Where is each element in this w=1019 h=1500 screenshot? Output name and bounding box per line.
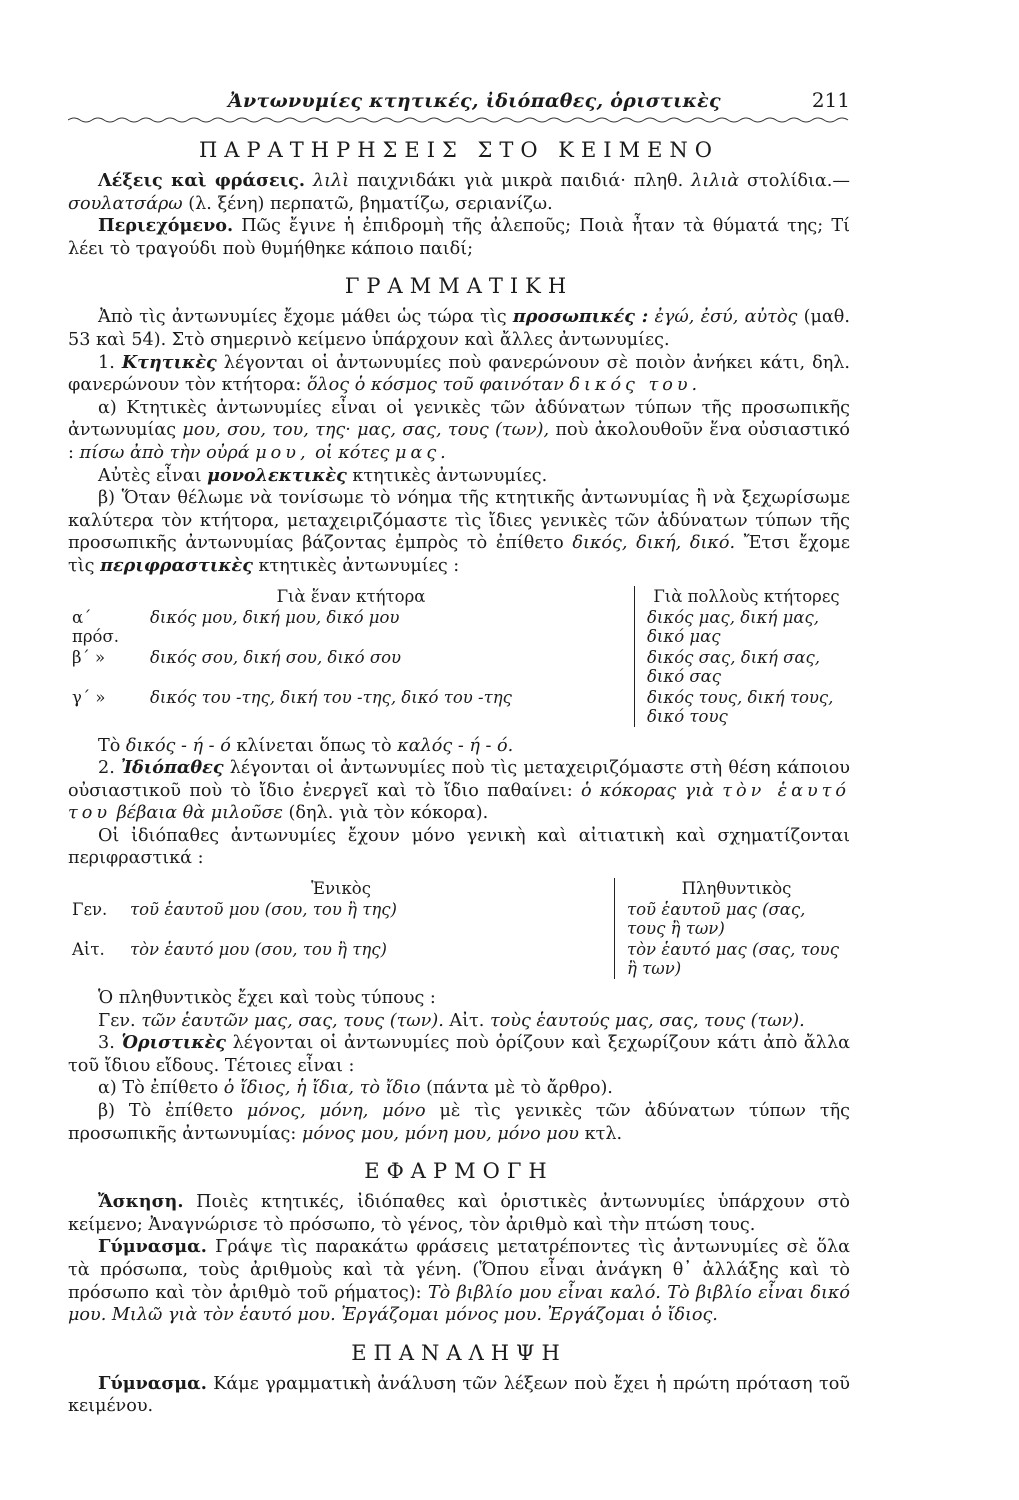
words-phrases-label: Λέξεις καὶ φράσεις. (98, 170, 306, 191)
col-head-many-owners: Γιὰ πολλοὺς κτήτορες (653, 586, 840, 606)
row-plural: δικός τους, δική τους, δικό τους (647, 687, 834, 726)
reflexive-gloss: (δηλ. γιὰ τὸν κόκορα). (282, 803, 489, 824)
row-case: Γεν. (72, 900, 108, 920)
reflexive-definition (68, 757, 850, 825)
declension-word: δικός - ή - ό (125, 735, 231, 756)
possessive-definition (68, 352, 850, 397)
item-number: 1. (98, 352, 122, 373)
definitive-b-forms: μόνος, μόνη, μόνο (246, 1101, 426, 1122)
single-word-note (68, 465, 850, 488)
heading-application: ΕΦΑΡΜΟΓΗ (364, 1159, 554, 1184)
declension-note (68, 735, 850, 758)
row-singular: τοῦ ἑαυτοῦ μου (σου, του ἢ της) (130, 900, 397, 920)
term-single-word: μονολεκτικὲς (207, 464, 347, 486)
row-singular: δικός μου, δική μου, δικό μου (150, 607, 400, 627)
review-text: Κάμε γραμματικὴ ἀνάλυση τῶν λέξεων ποὺ ἔχει ἡ πρώτη πρόταση τοῦ κειμένου. (68, 1373, 850, 1417)
definitive-text: λέγονται οἱ ἀντωνυμίες ποὺ ὁρίζουν καὶ ξεχωρίζουν κάτι ἀπὸ ἄλλα τοῦ ἴδιου εἴδους. Τέτοιες εἶναι : (68, 1033, 850, 1076)
possessive-b-adjective: δικός, δική, δικό. (572, 533, 736, 554)
definitive-a-tail: (πάντα μὲ τὸ ἄρθρο). (420, 1078, 613, 1099)
review-paragraph (68, 1373, 850, 1418)
declension-text2: κλίνεται ὅπως τὸ (230, 735, 398, 756)
table-row (68, 687, 850, 727)
intro-tail: (μαθ. 53 καὶ 54). Στὸ σημερινὸ κείμενο ὑπάρχουν καὶ ἄλλες ἀντωνυμίες. (68, 307, 850, 350)
reflexive-example2: βέβαια θὰ μιλοῦσε (111, 803, 283, 824)
forms-acc: τοὺς ἑαυτούς μας, σας, τους (των). (489, 1010, 805, 1031)
forms-gen: τῶν ἑαυτῶν μας, σας, τους (των). (141, 1010, 444, 1031)
item-number: 3. (98, 1033, 122, 1054)
reflexive-forms-intro: Οἱ ἰδιόπαθες ἀντωνυμίες ἔχουν μόνο γενικὴ καὶ αἰτιατικὴ καὶ σχηματίζονται περιφραστικά : (68, 825, 850, 869)
term-periphrastic: περιφραστικὲς (100, 554, 253, 576)
possessive-text: λέγονται οἱ ἀντωνυμίες ποὺ φανερώνουν σὲ ποιὸν ἀνήκει κάτι, δηλ. φανερώνουν τὸν κτήτορα: (68, 352, 850, 396)
col-head-plural: Πληθυντικὸς (681, 879, 792, 899)
row-case: Αἰτ. (72, 940, 105, 960)
possessive-b-tail: κτητικὲς ἀντωνυμίες : (252, 555, 460, 576)
heading-observations: ΠΑΡΑΤΗΡΗΣΕΙΣ ΣΤΟ ΚΕΙΜΕΝΟ (198, 138, 720, 162)
exercise-paragraph (68, 1191, 850, 1236)
reflexive-example-spaced: τὸν ἑαυτό του (68, 780, 850, 824)
page-number: 211 (811, 88, 850, 112)
definitive-b (68, 1100, 850, 1145)
intro-text: Ἀπὸ τὶς ἀντωνυμίες ἔχομε μάθει ὡς τώρα τὶς (98, 307, 513, 328)
term-possessive: Κτητικὲς (121, 351, 217, 373)
possessive-a-mas: μας. (395, 442, 450, 463)
col-head-one-owner: Γιὰ ἕναν κτήτορα (68, 586, 635, 607)
running-title: Ἀντωνυμίες κτητικές, ἰδιόπαθες, ὁριστικὲς (228, 90, 721, 112)
reflexive-text: λέγονται οἱ ἀντωνυμίες ποὺ τὶς μεταχειριζόμαστε στὴ θέση κάποιου οὐσιαστικοῦ ποὺ τὸ ἴδιο ἐνεργεῖ καὶ τὸ ἴδιο παθαίνει: (68, 758, 850, 801)
content-label: Περιεχόμενο. (98, 215, 234, 237)
row-plural: τοῦ ἑαυτοῦ μας (σας, τους ἢ των) (627, 900, 806, 939)
possessive-a-forms: μου, σου, του, της· μας, σας, τους (των), (182, 420, 550, 441)
def-soulatsaro: (λ. ξένη) περπατῶ, βηματίζω, σεριανίζω. (182, 193, 553, 214)
grammar-intro (68, 306, 850, 351)
term-personal: προσωπικές : (512, 306, 649, 328)
row-plural: τὸν ἑαυτό μας (σας, τους ἢ των) (627, 940, 839, 979)
plural-forms-intro: Ὁ πληθυντικὸς ἔχει καὶ τοὺς τύπους : (98, 988, 436, 1009)
def-lilia: στολίδια.— (739, 171, 850, 191)
def-lili: παιχνιδάκι γιὰ μικρὰ παιδιά· πληθ. (349, 171, 692, 191)
table-row (68, 647, 850, 687)
possessive-a (68, 397, 850, 465)
row-singular: δικός του -της, δική του -της, δικό του -της (150, 687, 512, 707)
possessive-a-example2: οἱ κότες (309, 442, 396, 463)
words-phrases-paragraph (68, 170, 850, 215)
single-word-tail: κτητικὲς ἀντωνυμίες. (346, 465, 548, 486)
row-plural: δικός μας, δική μας, δικό μας (647, 607, 819, 646)
definitive-b-text: β) Τὸ ἐπίθετο (98, 1101, 247, 1122)
table-row (68, 899, 850, 939)
term-soulatsaro: σουλατσάρω (68, 193, 183, 214)
case-acc: Αἰτ. (443, 1010, 490, 1031)
possessive-b (68, 487, 850, 577)
possessive-table (68, 586, 850, 727)
definitive-b-examples: μόνος μου, μόνη μου, μόνο μου (301, 1123, 579, 1144)
case-gen: Γεν. (98, 1010, 142, 1031)
definitive-a-forms: ὁ ἴδιος, ἡ ἴδια, τὸ ἴδιο (223, 1078, 421, 1099)
heading-review: ΕΠΑΝΑΛΗΨΗ (351, 1340, 567, 1365)
definitive-a-text: α) Τὸ ἐπίθετο (98, 1078, 224, 1099)
possessive-example: ὅλος ὁ κόσμος τοῦ φαινόταν (306, 375, 570, 396)
term-reflexive: Ἰδιόπαθες (120, 757, 224, 779)
page-content (68, 82, 850, 1418)
term-definitive: Ὁριστικὲς (121, 1032, 227, 1054)
definitive-a (68, 1077, 850, 1100)
row-singular: τὸν ἑαυτό μου (σου, του ἢ της) (130, 940, 387, 960)
definitive-definition (68, 1032, 850, 1077)
item-number: 2. (98, 758, 121, 779)
heading-grammar: ΓΡΑΜΜΑΤΙΚΗ (344, 274, 574, 299)
possessive-a-text2: ποὺ ἀκολουθοῦν ἕνα οὐσιαστικό : (68, 420, 850, 463)
drill-paragraph (68, 1236, 850, 1326)
definitive-b-tail: κτλ. (579, 1123, 623, 1144)
definitive-b-text2: μὲ τὶς γενικὲς τῶν ἀδύνατων τύπων τῆς προσωπικῆς ἀντωνυμίας: (68, 1101, 850, 1144)
term-lili: λιλὶ (312, 171, 350, 191)
possessive-a-mou: μου, (255, 442, 310, 463)
exercise-text: Ποιὲς κτητικές, ἰδιόπαθες καὶ ὁριστικὲς ἀντωνυμίες ὑπάρχουν στὸ κείμενο; Ἀναγνώρισε τὸ πρόσωπο, τὸ γένος, τὸν ἀριθμὸ καὶ τὴν πτώση τους. (68, 1192, 850, 1235)
review-label: Γύμνασμα. (98, 1372, 207, 1394)
reflexive-table (68, 878, 850, 979)
possessive-a-example: πίσω ἀπὸ τὴν οὐρά (79, 442, 256, 463)
exercise-label: Ἄσκηση. (98, 1191, 184, 1213)
possessive-b-text2: Ἔτσι ἔχομε τὶς (68, 533, 850, 576)
col-head-singular: Ἑνικὸς (68, 878, 615, 899)
row-singular: δικός σου, δική σου, δικό σου (150, 647, 402, 667)
drill-text: Γράψε τὶς παρακάτω φράσεις μετατρέποντες τὶς ἀντωνυμίες σὲ ὅλα τὰ πρόσωπα, τοὺς ἀριθμοὺς καὶ τὰ γένη. (Ὅπου εἶναι ἀνάγκη θ᾽ ἀλλάξης καὶ τὸ πρόσωπο καὶ τὸν ἀριθμὸ τοῦ ρήματος): (68, 1237, 850, 1303)
drill-label: Γύμνασμα. (98, 1236, 207, 1258)
term-lilia: λιλιὰ (691, 171, 740, 191)
single-word-text: Αὐτὲς εἶναι (98, 465, 208, 486)
content-text: Πῶς ἔγινε ἡ ἐπιδρομὴ τῆς ἀλεποῦς; Ποιὰ ἦταν τὰ θύματά της; Τί λέει τὸ τραγούδι ποὺ θυμήθηκε κάποιο παιδί; (68, 216, 850, 259)
wavy-rule (68, 116, 850, 124)
row-person: β΄ » (72, 647, 106, 667)
row-person: α΄ πρόσ. (72, 607, 119, 646)
plural-forms (68, 1010, 850, 1033)
possessive-b-text: β) Ὅταν θέλωμε νὰ τονίσωμε τὸ νόημα τῆς κτητικῆς ἀντωνυμίας ἢ νὰ ξεχωρίσωμε καλύτερα τὸν κτήτορα, μεταχειριζόμαστε τὶς ἴδιες γενικὲς τῶν ἀδύνατων τύπων τῆς προσωπικῆς ἀντωνυμίας βάζοντας ἐμπρὸς τὸ ἐπίθετο (68, 488, 850, 554)
drill-examples: Τὸ βιβλίο μου εἶναι καλό. Τὸ βιβλίο εἶναι δικό μου. Μιλῶ γιὰ τὸν ἑαυτό μου. Ἐργάζομαι μόνος μου. Ἐργάζομαι ὁ ἴδιος. (68, 1282, 851, 1326)
possessive-a-text: α) Κτητικὲς ἀντωνυμίες εἶναι οἱ γενικὲς τῶν ἀδύνατων τύπων τῆς προσωπικῆς ἀντωνυμίας (68, 397, 850, 441)
row-person: γ΄ » (72, 687, 106, 707)
intro-examples: ἐγώ, ἐσύ, αὐτὸς (648, 307, 798, 328)
possessive-example-spaced: δικός του. (569, 375, 702, 396)
table-row (68, 939, 850, 979)
reflexive-example: ὁ κόκορας γιὰ (580, 780, 723, 801)
table-row (68, 607, 850, 647)
running-header (68, 82, 850, 122)
declension-text: Τὸ (98, 735, 126, 756)
declension-model: καλός - ή - ό. (397, 735, 514, 756)
row-plural: δικός σας, δική σας, δικό σας (647, 647, 821, 686)
content-paragraph (68, 215, 850, 260)
